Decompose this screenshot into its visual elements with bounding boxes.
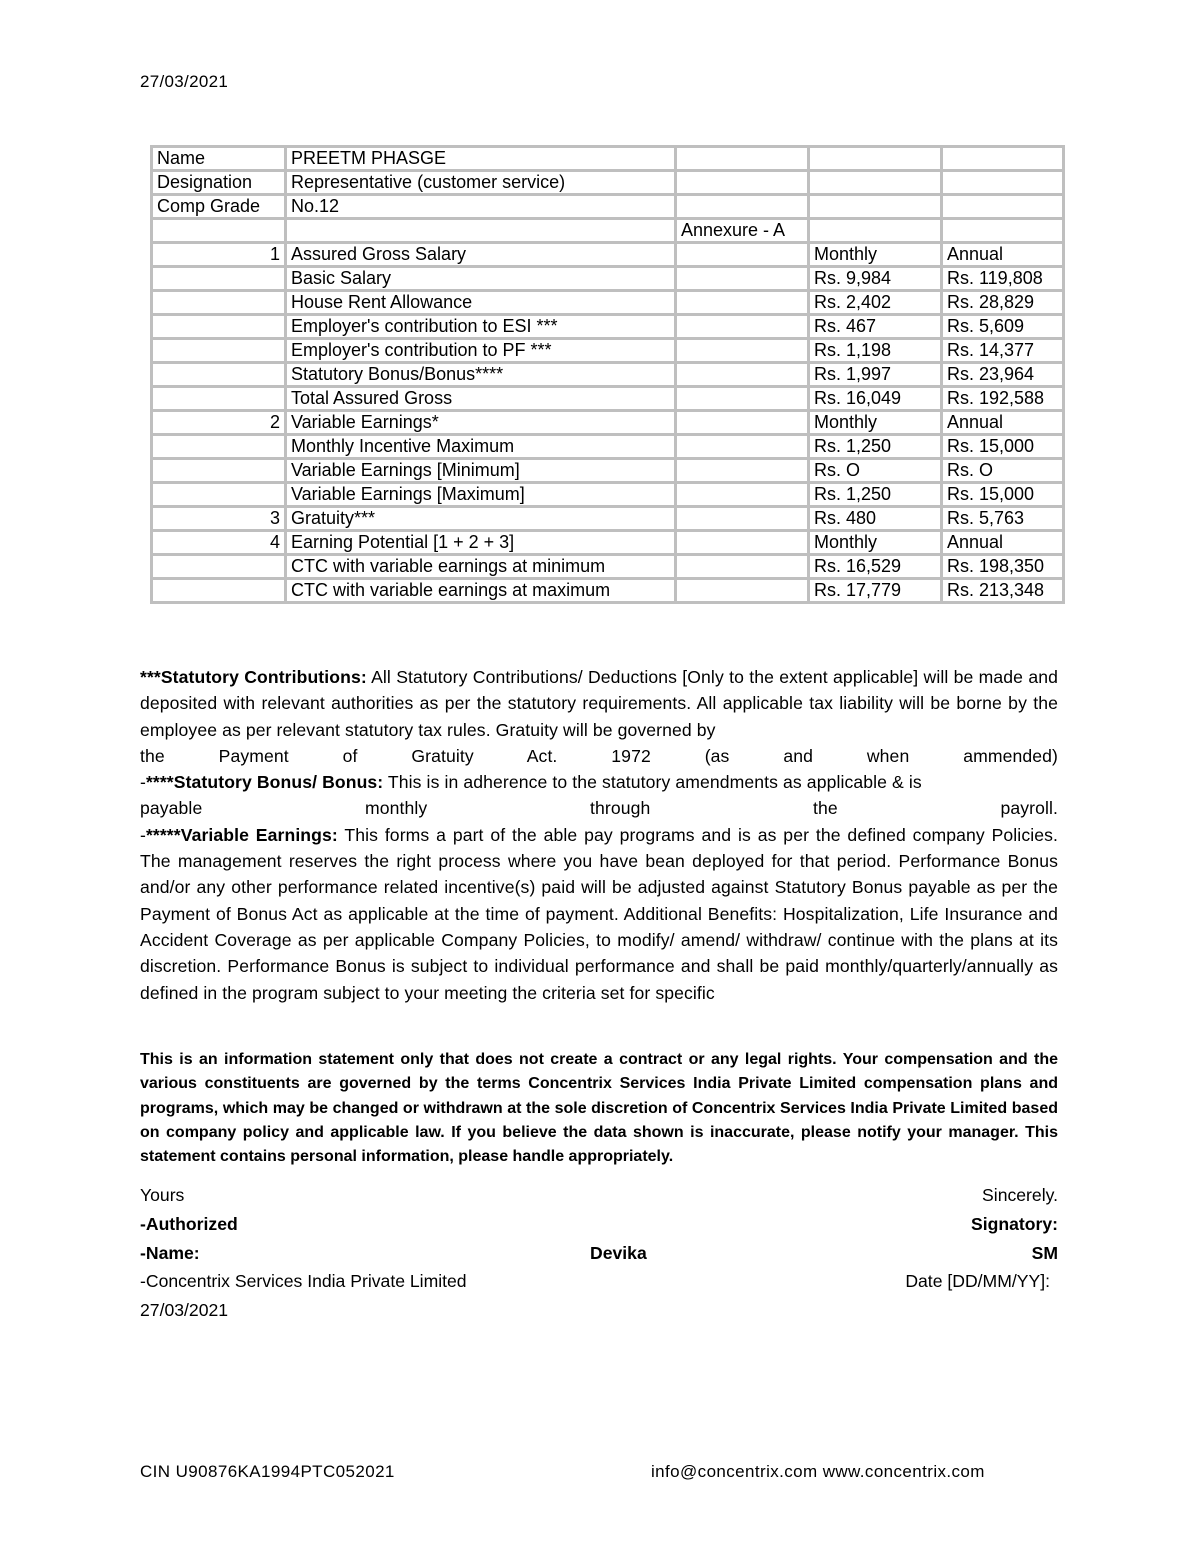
row-empty: [676, 483, 809, 507]
row-number: [152, 483, 286, 507]
row-number: [152, 339, 286, 363]
note-1-gratuity-line: the Payment of Gratuity Act. 1972 (as and when ammended): [140, 745, 1058, 766]
row-annual: Rs. 192,588: [942, 387, 1064, 411]
row-label: House Rent Allowance: [286, 291, 676, 315]
table-row: [152, 315, 1064, 339]
row-number: 2: [152, 411, 286, 435]
table-row: [152, 243, 1064, 267]
row-number: [152, 555, 286, 579]
row-label: Assured Gross Salary: [286, 243, 676, 267]
annexure-label: Annexure - A: [676, 219, 809, 243]
row-empty: [676, 339, 809, 363]
row-number: [152, 363, 286, 387]
row-label: Earning Potential [1 + 2 + 3]: [286, 531, 676, 555]
row-monthly: Rs. 9,984: [809, 267, 942, 291]
note-2-heading: ****Statutory Bonus/ Bonus:: [145, 772, 384, 793]
row-number: [152, 267, 286, 291]
note-2-text: This is in adherence to the statutory amendments as applicable & is: [383, 772, 922, 793]
row-empty: [676, 291, 809, 315]
row-empty: [676, 435, 809, 459]
table-row: [152, 363, 1064, 387]
row-annual: Rs. 119,808: [942, 267, 1064, 291]
name-label-text: -Name:: [140, 1243, 200, 1263]
row-number: [152, 291, 286, 315]
signer-first-name: Devika: [590, 1243, 647, 1263]
row-label: Gratuity***: [286, 507, 676, 531]
row-monthly: Rs. 16,529: [809, 555, 942, 579]
table-row: [152, 531, 1064, 555]
row-empty: [676, 267, 809, 291]
row-label: Statutory Bonus/Bonus****: [286, 363, 676, 387]
grade-label: Comp Grade: [152, 195, 286, 219]
signature-line-1: [140, 1185, 1058, 1206]
note-2-prefix: -: [140, 772, 146, 793]
row-number: [152, 579, 286, 603]
table-row: [152, 267, 1064, 291]
signature-line-5: [140, 1300, 1058, 1321]
row-monthly: Rs. 1,997: [809, 363, 942, 387]
note-3-text: This forms a part of the able pay programs and is as per the defined company Policies. The management reserves the right process where you have bean deployed for that period. Performance Bonus and/or any other performance related incentive(s) paid will be adjusted against Statutory Bonus payable as per the Payment of Bonus Act as applicable at the time of payment. Additional Benefits: Hospitalization, Life Insurance and Accident Coverage as per applicable Company Policies, to modify/ amend/ withdraw/ continue with the plans at its discretion. Performance Bonus is subject to individual performance and shall be paid monthly/quarterly/annually as defined in the program subject to your meeting the criteria set for specific: [140, 824, 1058, 1003]
table-row: [152, 507, 1064, 531]
row-empty: [676, 579, 809, 603]
row-annual: Rs. O: [942, 459, 1064, 483]
row-annual: Annual: [942, 531, 1064, 555]
row-label: CTC with variable earnings at minimum: [286, 555, 676, 579]
employee-name: PREETM PHASGE: [286, 147, 676, 171]
row-monthly: Monthly: [809, 243, 942, 267]
row-annual: Rs. 14,377: [942, 339, 1064, 363]
notes-section: [140, 664, 1058, 1006]
note-statutory-contributions: [140, 664, 1058, 743]
row-annual: Annual: [942, 243, 1064, 267]
row-number: [152, 315, 286, 339]
signature-date: 27/03/2021: [140, 1300, 229, 1320]
row-annual: Rs. 15,000: [942, 435, 1064, 459]
row-empty: [676, 459, 809, 483]
designation-label: Designation: [152, 171, 286, 195]
row-empty: [676, 243, 809, 267]
row-monthly: Monthly: [809, 531, 942, 555]
row-empty: [676, 315, 809, 339]
row-label: Total Assured Gross: [286, 387, 676, 411]
table-row-designation: [152, 171, 1064, 195]
table-row-name: [152, 147, 1064, 171]
row-annual: Rs. 198,350: [942, 555, 1064, 579]
row-label: CTC with variable earnings at maximum: [286, 579, 676, 603]
row-label: Variable Earnings [Minimum]: [286, 459, 676, 483]
company-name: -Concentrix Services India Private Limited: [140, 1271, 467, 1291]
row-monthly: Rs. 1,198: [809, 339, 942, 363]
compensation-table: [150, 145, 1065, 604]
row-annual: Rs. 213,348: [942, 579, 1064, 603]
employee-grade: No.12: [286, 195, 676, 219]
table-row: [152, 291, 1064, 315]
table-row: [152, 339, 1064, 363]
row-monthly: Rs. 480: [809, 507, 942, 531]
table-row: [152, 387, 1064, 411]
row-empty: [676, 387, 809, 411]
row-annual: Rs. 5,763: [942, 507, 1064, 531]
row-number: 4: [152, 531, 286, 555]
note-3-heading: *****Variable Earnings:: [145, 824, 338, 845]
signature-line-3: [140, 1243, 1058, 1264]
table-row: [152, 459, 1064, 483]
row-empty: [676, 363, 809, 387]
table-row: [152, 435, 1064, 459]
row-monthly: Rs. 467: [809, 315, 942, 339]
row-number: [152, 435, 286, 459]
note-1-heading: ***Statutory Contributions:: [140, 667, 367, 687]
row-annual: Rs. 5,609: [942, 315, 1064, 339]
note-variable-earnings: [140, 822, 1058, 1006]
row-annual: Rs. 28,829: [942, 291, 1064, 315]
table-row-annexure: [152, 219, 1064, 243]
note-3-prefix: -: [140, 824, 146, 845]
date-label: Date [DD/MM/YY]:: [905, 1271, 1050, 1291]
table-row: [152, 483, 1064, 507]
document-date: 27/03/2021: [140, 72, 229, 91]
footer-cin: CIN U90876KA1994PTC052021: [140, 1462, 395, 1481]
note-2-payroll-line: payable monthly through the payroll.: [140, 798, 1058, 819]
row-label: Employer's contribution to PF ***: [286, 339, 676, 363]
sincerely-text: Sincerely.: [982, 1185, 1058, 1205]
row-monthly: Rs. O: [809, 459, 942, 483]
row-monthly: Rs. 1,250: [809, 435, 942, 459]
signatory-text: Signatory:: [971, 1214, 1058, 1234]
row-number: [152, 387, 286, 411]
disclaimer: This is an information statement only that does not create a contract or any legal rights. Your compensation and the various constituents are governed by the terms Concentrix Services India Private Limited compensation plans and programs, which may be changed or withdrawn at the sole discretion of Concentrix Services India Private Limited based on company policy and applicable law. If you believe the data shown is inaccurate, please notify your manager. This statement contains personal information, please handle appropriately.: [140, 1051, 1058, 1166]
table-row: [152, 411, 1064, 435]
name-label: Name: [152, 147, 286, 171]
signature-line-2: [140, 1214, 1058, 1235]
row-label: Employer's contribution to ESI ***: [286, 315, 676, 339]
row-monthly: Rs. 16,049: [809, 387, 942, 411]
row-label: Variable Earnings*: [286, 411, 676, 435]
note-statutory-bonus: [140, 769, 1058, 795]
footer-contact: info@concentrix.com www.concentrix.com: [651, 1462, 985, 1481]
yours-text: Yours: [140, 1185, 185, 1205]
row-monthly: Rs. 1,250: [809, 483, 942, 507]
row-empty: [676, 531, 809, 555]
row-label: Monthly Incentive Maximum: [286, 435, 676, 459]
table-row-grade: [152, 195, 1064, 219]
row-number: [152, 459, 286, 483]
table-row: [152, 555, 1064, 579]
signer-last-name: SM: [1031, 1243, 1058, 1263]
row-annual: Annual: [942, 411, 1064, 435]
row-number: 1: [152, 243, 286, 267]
signature-line-4: [140, 1271, 1058, 1292]
table-row: [152, 579, 1064, 603]
note-1-text: All Statutory Contributions/ Deductions [Only to the extent applicable] will be made and deposited with relevant authorities as per the statutory requirements. All applicable tax liability will be borne by the employee as per relevant statutory tax rules. Gratuity will be governed by: [140, 667, 1058, 740]
row-empty: [676, 411, 809, 435]
row-empty: [676, 507, 809, 531]
row-empty: [676, 555, 809, 579]
row-label: Variable Earnings [Maximum]: [286, 483, 676, 507]
row-number: 3: [152, 507, 286, 531]
row-label: Basic Salary: [286, 267, 676, 291]
row-annual: Rs. 23,964: [942, 363, 1064, 387]
row-annual: Rs. 15,000: [942, 483, 1064, 507]
row-monthly: Rs. 2,402: [809, 291, 942, 315]
employee-designation: Representative (customer service): [286, 171, 676, 195]
row-monthly: Monthly: [809, 411, 942, 435]
row-monthly: Rs. 17,779: [809, 579, 942, 603]
authorized-text: -Authorized: [140, 1214, 238, 1234]
